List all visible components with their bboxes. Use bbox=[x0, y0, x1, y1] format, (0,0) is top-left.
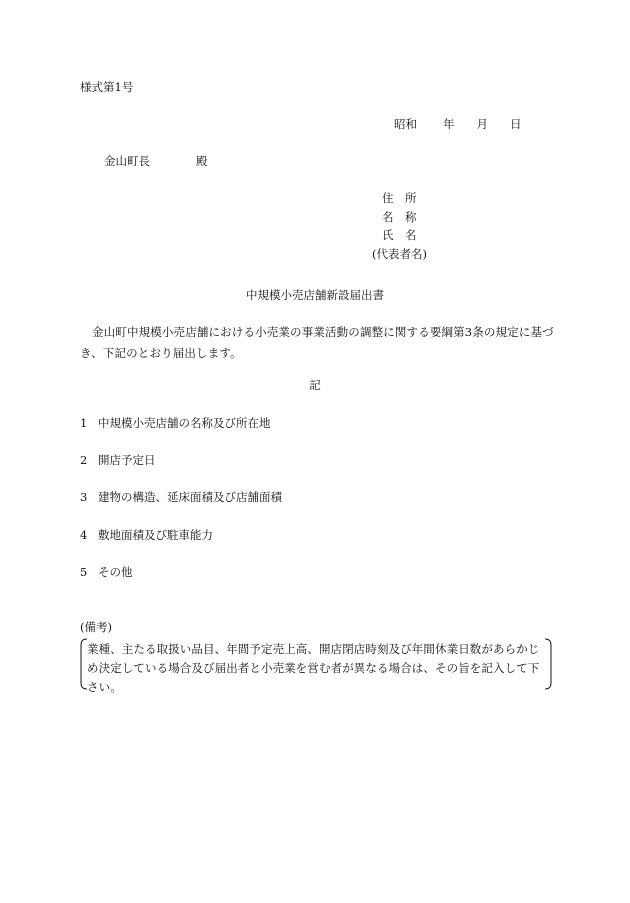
ki-heading: 記 bbox=[309, 378, 321, 392]
list-item-text: 敷地面積及び駐車能力 bbox=[98, 528, 213, 542]
document-title: 中規模小売店舗新設届出書 bbox=[246, 288, 384, 302]
list-item-text: 開店予定日 bbox=[98, 453, 156, 467]
list-item-number: 2 bbox=[80, 453, 88, 467]
list-item-number: 5 bbox=[80, 565, 88, 579]
list-item bbox=[80, 567, 133, 579]
list-item-number: 4 bbox=[80, 528, 88, 542]
list-item-number: 1 bbox=[80, 416, 88, 430]
remarks-text: 業種、主たる取扱い品目、年間予定売上高、開店閉店時刻及び年間休業日数があらかじめ決定している場合及び届出者と小売業を営む者が異なる場合は、その旨を記入して下さい。 bbox=[87, 642, 540, 694]
date-month-label: 月 bbox=[476, 117, 488, 131]
list-item-text: 中規模小売店舗の名称及び所在地 bbox=[98, 416, 271, 430]
list-item bbox=[80, 455, 156, 467]
body-text: 金山町中規模小売店舗における小売業の事業活動の調整に関する要綱第3条の規定に基づき、下記のとおり届出します。 bbox=[80, 325, 554, 360]
date-day-label: 日 bbox=[510, 117, 522, 131]
list-item-text: その他 bbox=[98, 565, 133, 579]
form-number: 様式第1号 bbox=[80, 80, 134, 94]
addressee bbox=[104, 156, 208, 168]
date-year-label: 年 bbox=[443, 117, 455, 131]
addressee-honorific: 殿 bbox=[196, 154, 208, 168]
date-line bbox=[394, 119, 522, 131]
remarks-heading: (備考) bbox=[80, 620, 112, 634]
applicant-representative-label: (代表者名) bbox=[372, 246, 427, 261]
list-item-text: 建物の構造、延床面積及び店舗面積 bbox=[98, 490, 282, 504]
applicant-address-label: 住 所 bbox=[382, 191, 417, 205]
remarks-box bbox=[80, 638, 552, 694]
addressee-name: 金山町長 bbox=[104, 154, 150, 168]
applicant-block bbox=[372, 193, 427, 267]
list-item bbox=[80, 530, 213, 542]
list-item bbox=[80, 418, 271, 430]
applicant-person-label: 氏 名 bbox=[382, 228, 417, 243]
date-era: 昭和 bbox=[394, 117, 417, 131]
applicant-name-label: 名 称 bbox=[382, 209, 417, 224]
list-item bbox=[80, 492, 282, 504]
list-item-number: 3 bbox=[80, 490, 88, 504]
